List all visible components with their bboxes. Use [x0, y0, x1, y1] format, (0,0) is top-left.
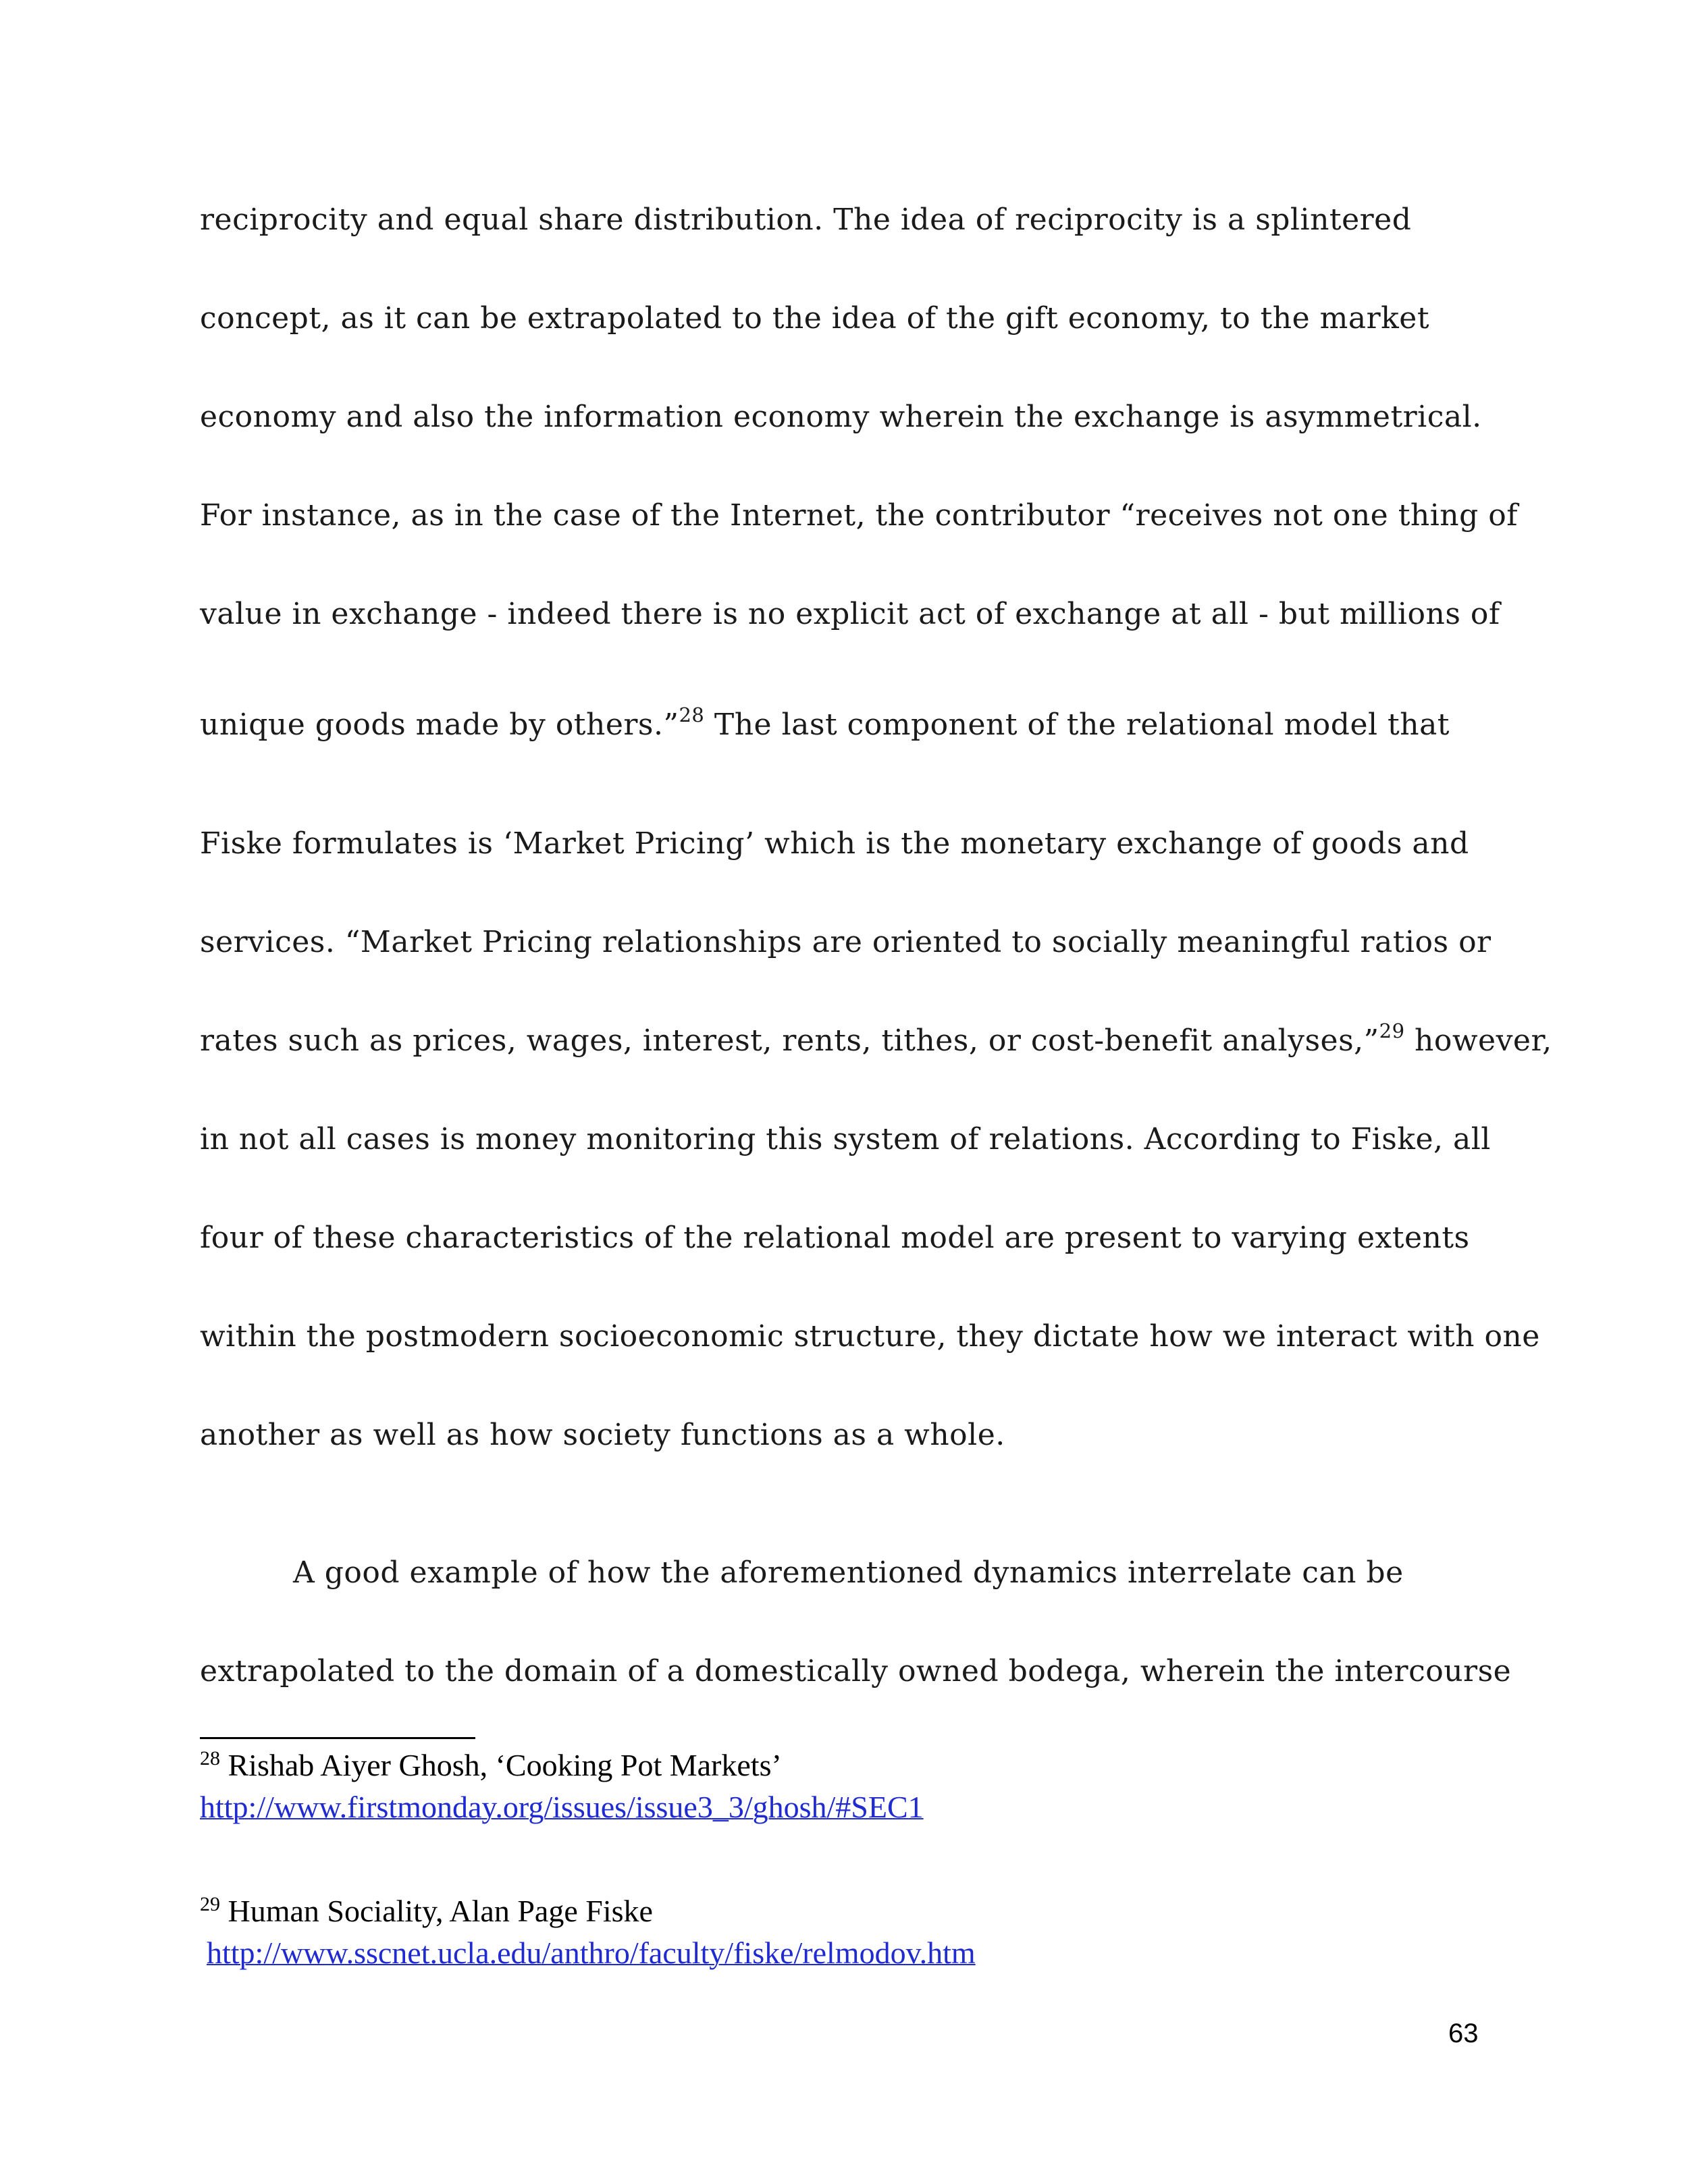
- body-line-12: within the postmodern socioeconomic structure, they dictate how we interact with one: [200, 1319, 1540, 1354]
- body-line-3: economy and also the information economy wherein the exchange is asymmetrical.: [200, 400, 1482, 434]
- body-line-11: four of these characteristics of the relational model are present to varying extents: [200, 1221, 1470, 1255]
- footnote-29-link[interactable]: http://www.sscnet.ucla.edu/anthro/faculty/fiske/relmodov.htm: [207, 1936, 976, 1970]
- footnote-ref-28[interactable]: 28: [679, 703, 705, 726]
- body-line-8: services. “Market Pricing relationships are oriented to socially meaningful ratios or: [200, 925, 1492, 959]
- body-line-6-text-a: unique goods made by others.”: [200, 708, 679, 742]
- body-line-9-text-a: rates such as prices, wages, interest, rents, tithes, or cost-benefit analyses,”: [200, 1023, 1379, 1058]
- body-line-2: concept, as it can be extrapolated to the idea of the gift economy, to the market: [200, 301, 1430, 336]
- footnote-28-text: Rishab Aiyer Ghosh, ‘Cooking Pot Markets’: [220, 1748, 782, 1782]
- body-line-6-text-b: The last component of the relational model that: [704, 708, 1450, 742]
- footnote-29: [200, 1893, 653, 1929]
- page-number: 63: [1448, 2019, 1479, 2048]
- body-line-7: Fiske formulates is ‘Market Pricing’ which is the monetary exchange of goods and: [200, 826, 1469, 861]
- footnote-29-text: Human Sociality, Alan Page Fiske: [220, 1894, 653, 1928]
- body-line-4: For instance, as in the case of the Internet, the contributor “receives not one thing of: [200, 498, 1519, 533]
- footnote-separator: [200, 1737, 475, 1739]
- body-line-10: in not all cases is money monitoring this system of relations. According to Fiske, all: [200, 1122, 1491, 1156]
- body-line-6: [200, 703, 1450, 742]
- footnote-28-number: 28: [200, 1747, 220, 1769]
- body-line-13: another as well as how society functions as a whole.: [200, 1418, 1005, 1452]
- body-line-15: extrapolated to the domain of a domestically owned bodega, wherein the intercourse: [200, 1654, 1512, 1688]
- body-line-1: reciprocity and equal share distribution. The idea of reciprocity is a splintered: [200, 203, 1412, 237]
- footnote-28: [200, 1747, 782, 1783]
- footnote-ref-29[interactable]: 29: [1379, 1019, 1405, 1042]
- body-line-5: value in exchange - indeed there is no explicit act of exchange at all - but millions of: [200, 597, 1500, 631]
- body-line-9: [200, 1019, 1552, 1058]
- footnote-29-number: 29: [200, 1893, 220, 1915]
- body-line-14-paragraph-start: A good example of how the aforementioned dynamics interrelate can be: [293, 1555, 1404, 1590]
- footnote-28-link[interactable]: http://www.firstmonday.org/issues/issue3_3/ghosh/#SEC1: [200, 1790, 924, 1824]
- body-line-9-text-b: however,: [1404, 1023, 1552, 1058]
